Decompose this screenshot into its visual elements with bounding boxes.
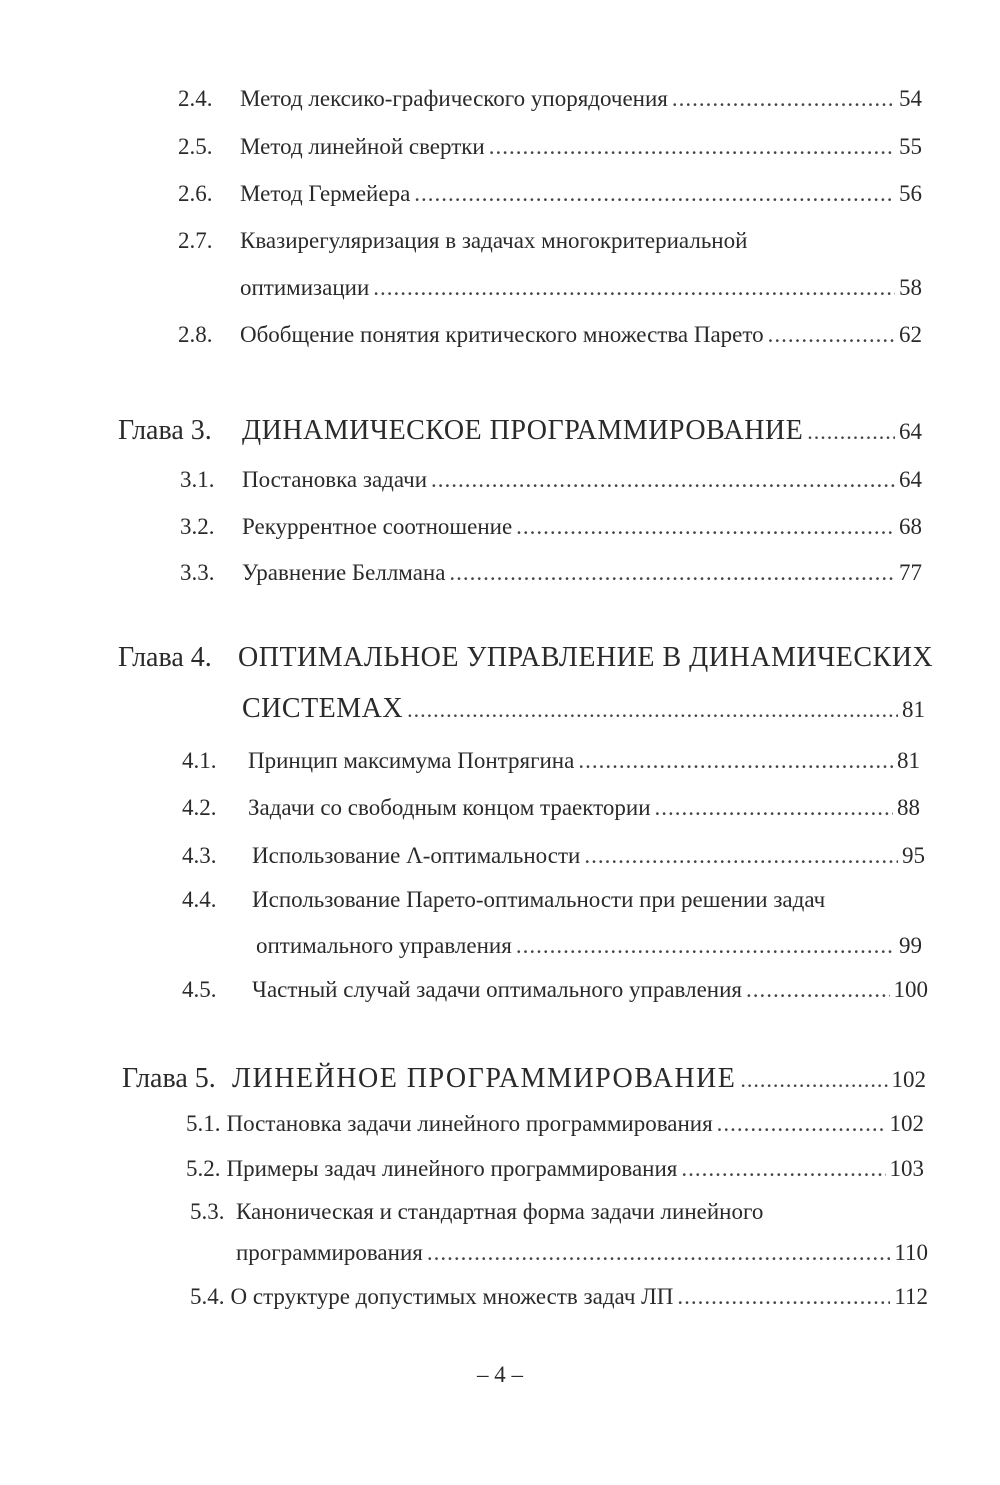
dot-leader — [414, 181, 895, 207]
entry-title: Использование Λ-оптимальности — [252, 843, 581, 868]
entry-number: 4.1. — [182, 748, 217, 773]
dot-leader — [578, 748, 893, 774]
dot-leader — [681, 1156, 885, 1182]
entry-title: Постановка задачи линейного программирования — [226, 1111, 713, 1136]
entry-title-line1: Каноническая и стандартная форма задачи линейного — [236, 1199, 764, 1224]
entry-page: 54 — [899, 86, 922, 111]
dot-leader — [449, 560, 895, 586]
entry-title: Примеры задач линейного программирования — [226, 1156, 678, 1181]
chapter-title: ДИНАМИЧЕСКОЕ ПРОГРАММИРОВАНИЕ — [242, 415, 804, 446]
entry-number: 2.6. — [178, 181, 213, 206]
dot-leader — [740, 1067, 887, 1093]
dot-leader — [516, 514, 895, 540]
chapter-title-line2: СИСТЕМАХ — [242, 693, 404, 724]
dot-leader — [717, 1111, 886, 1137]
dot-leader — [584, 843, 898, 869]
entry-number: 2.4. — [178, 86, 213, 111]
entry-title-line1: Квазирегуляризация в задачах многокритериальной — [240, 228, 748, 253]
entry-title: Частный случай задачи оптимального управления — [252, 977, 742, 1002]
entry-page: 64 — [899, 467, 922, 492]
dot-leader — [672, 86, 895, 112]
entry-page: 77 — [899, 560, 922, 585]
entry-number: 2.5. — [178, 134, 213, 159]
entry-title: Метод линейной свертки — [240, 134, 485, 159]
entry-title: Рекуррентное соотношение — [242, 514, 513, 539]
page-number: – 4 – — [477, 1362, 523, 1387]
chapter-number: Глава 3. — [118, 415, 212, 446]
entry-page: 102 — [889, 1111, 924, 1136]
chapter-page: 81 — [902, 697, 925, 722]
entry-page: 100 — [893, 977, 928, 1002]
entry-number: 3.2. — [180, 514, 215, 539]
entry-title: Метод Гермейера — [240, 181, 411, 206]
entry-number: 4.4. — [182, 887, 217, 912]
dot-leader — [373, 275, 895, 301]
chapter-page: 64 — [899, 419, 922, 444]
entry-page: 88 — [897, 795, 920, 820]
entry-title: Уравнение Беллмана — [242, 560, 446, 585]
entry-page: 55 — [899, 134, 922, 159]
entry-page: 58 — [899, 275, 922, 300]
entry-title: Метод лексико-графического упорядочения — [240, 86, 668, 111]
dot-leader — [407, 697, 898, 723]
dot-leader — [431, 467, 895, 493]
chapter-number: Глава 5. — [122, 1063, 216, 1094]
dot-leader — [746, 977, 890, 1003]
entry-page: 68 — [899, 514, 922, 539]
entry-title-line2: оптимизации — [240, 275, 370, 300]
entry-title-line2: программирования — [236, 1240, 423, 1265]
entry-number: 5.2. — [186, 1156, 221, 1181]
dot-leader — [427, 1240, 891, 1266]
dot-leader — [655, 795, 894, 821]
entry-number: 2.8. — [178, 322, 213, 347]
entry-number: 4.5. — [182, 977, 217, 1002]
chapter-title-line1: ОПТИМАЛЬНОЕ УПРАВЛЕНИЕ В ДИНАМИЧЕСКИХ — [238, 642, 934, 673]
chapter-title: ЛИНЕЙНОЕ ПРОГРАММИРОВАНИЕ — [232, 1063, 737, 1094]
entry-page: 81 — [897, 748, 920, 773]
entry-page: 62 — [899, 322, 922, 347]
entry-title-line2: оптимального управления — [256, 933, 512, 958]
entry-page: 56 — [899, 181, 922, 206]
dot-leader — [677, 1284, 890, 1310]
entry-page: 110 — [894, 1240, 928, 1265]
entry-page: 103 — [889, 1156, 924, 1181]
chapter-number: Глава 4. — [118, 642, 212, 673]
entry-title: Обобщение понятия критического множества Парето — [240, 322, 764, 347]
entry-number: 3.3. — [180, 560, 215, 585]
dot-leader — [807, 419, 895, 445]
entry-page: 112 — [894, 1284, 928, 1309]
entry-number: 5.3. — [190, 1199, 225, 1224]
entry-number: 4.3. — [182, 843, 217, 868]
entry-number: 4.2. — [182, 795, 217, 820]
entry-title: Задачи со свободным концом траектории — [248, 795, 651, 820]
entry-title: О структуре допустимых множеств задач ЛП — [230, 1284, 674, 1309]
chapter-page: 102 — [891, 1067, 926, 1092]
dot-leader — [489, 134, 895, 160]
dot-leader — [768, 322, 895, 348]
entry-number: 3.1. — [180, 467, 215, 492]
entry-title: Принцип максимума Понтрягина — [248, 748, 575, 773]
entry-page: 95 — [902, 843, 925, 868]
entry-number: 5.4. — [190, 1284, 225, 1309]
entry-number: 5.1. — [186, 1111, 221, 1136]
entry-title-line1: Использование Парето-оптимальности при решении задач — [252, 887, 826, 912]
entry-page: 99 — [899, 933, 922, 958]
dot-leader — [516, 933, 895, 959]
entry-number: 2.7. — [178, 228, 213, 253]
entry-title: Постановка задачи — [242, 467, 428, 492]
